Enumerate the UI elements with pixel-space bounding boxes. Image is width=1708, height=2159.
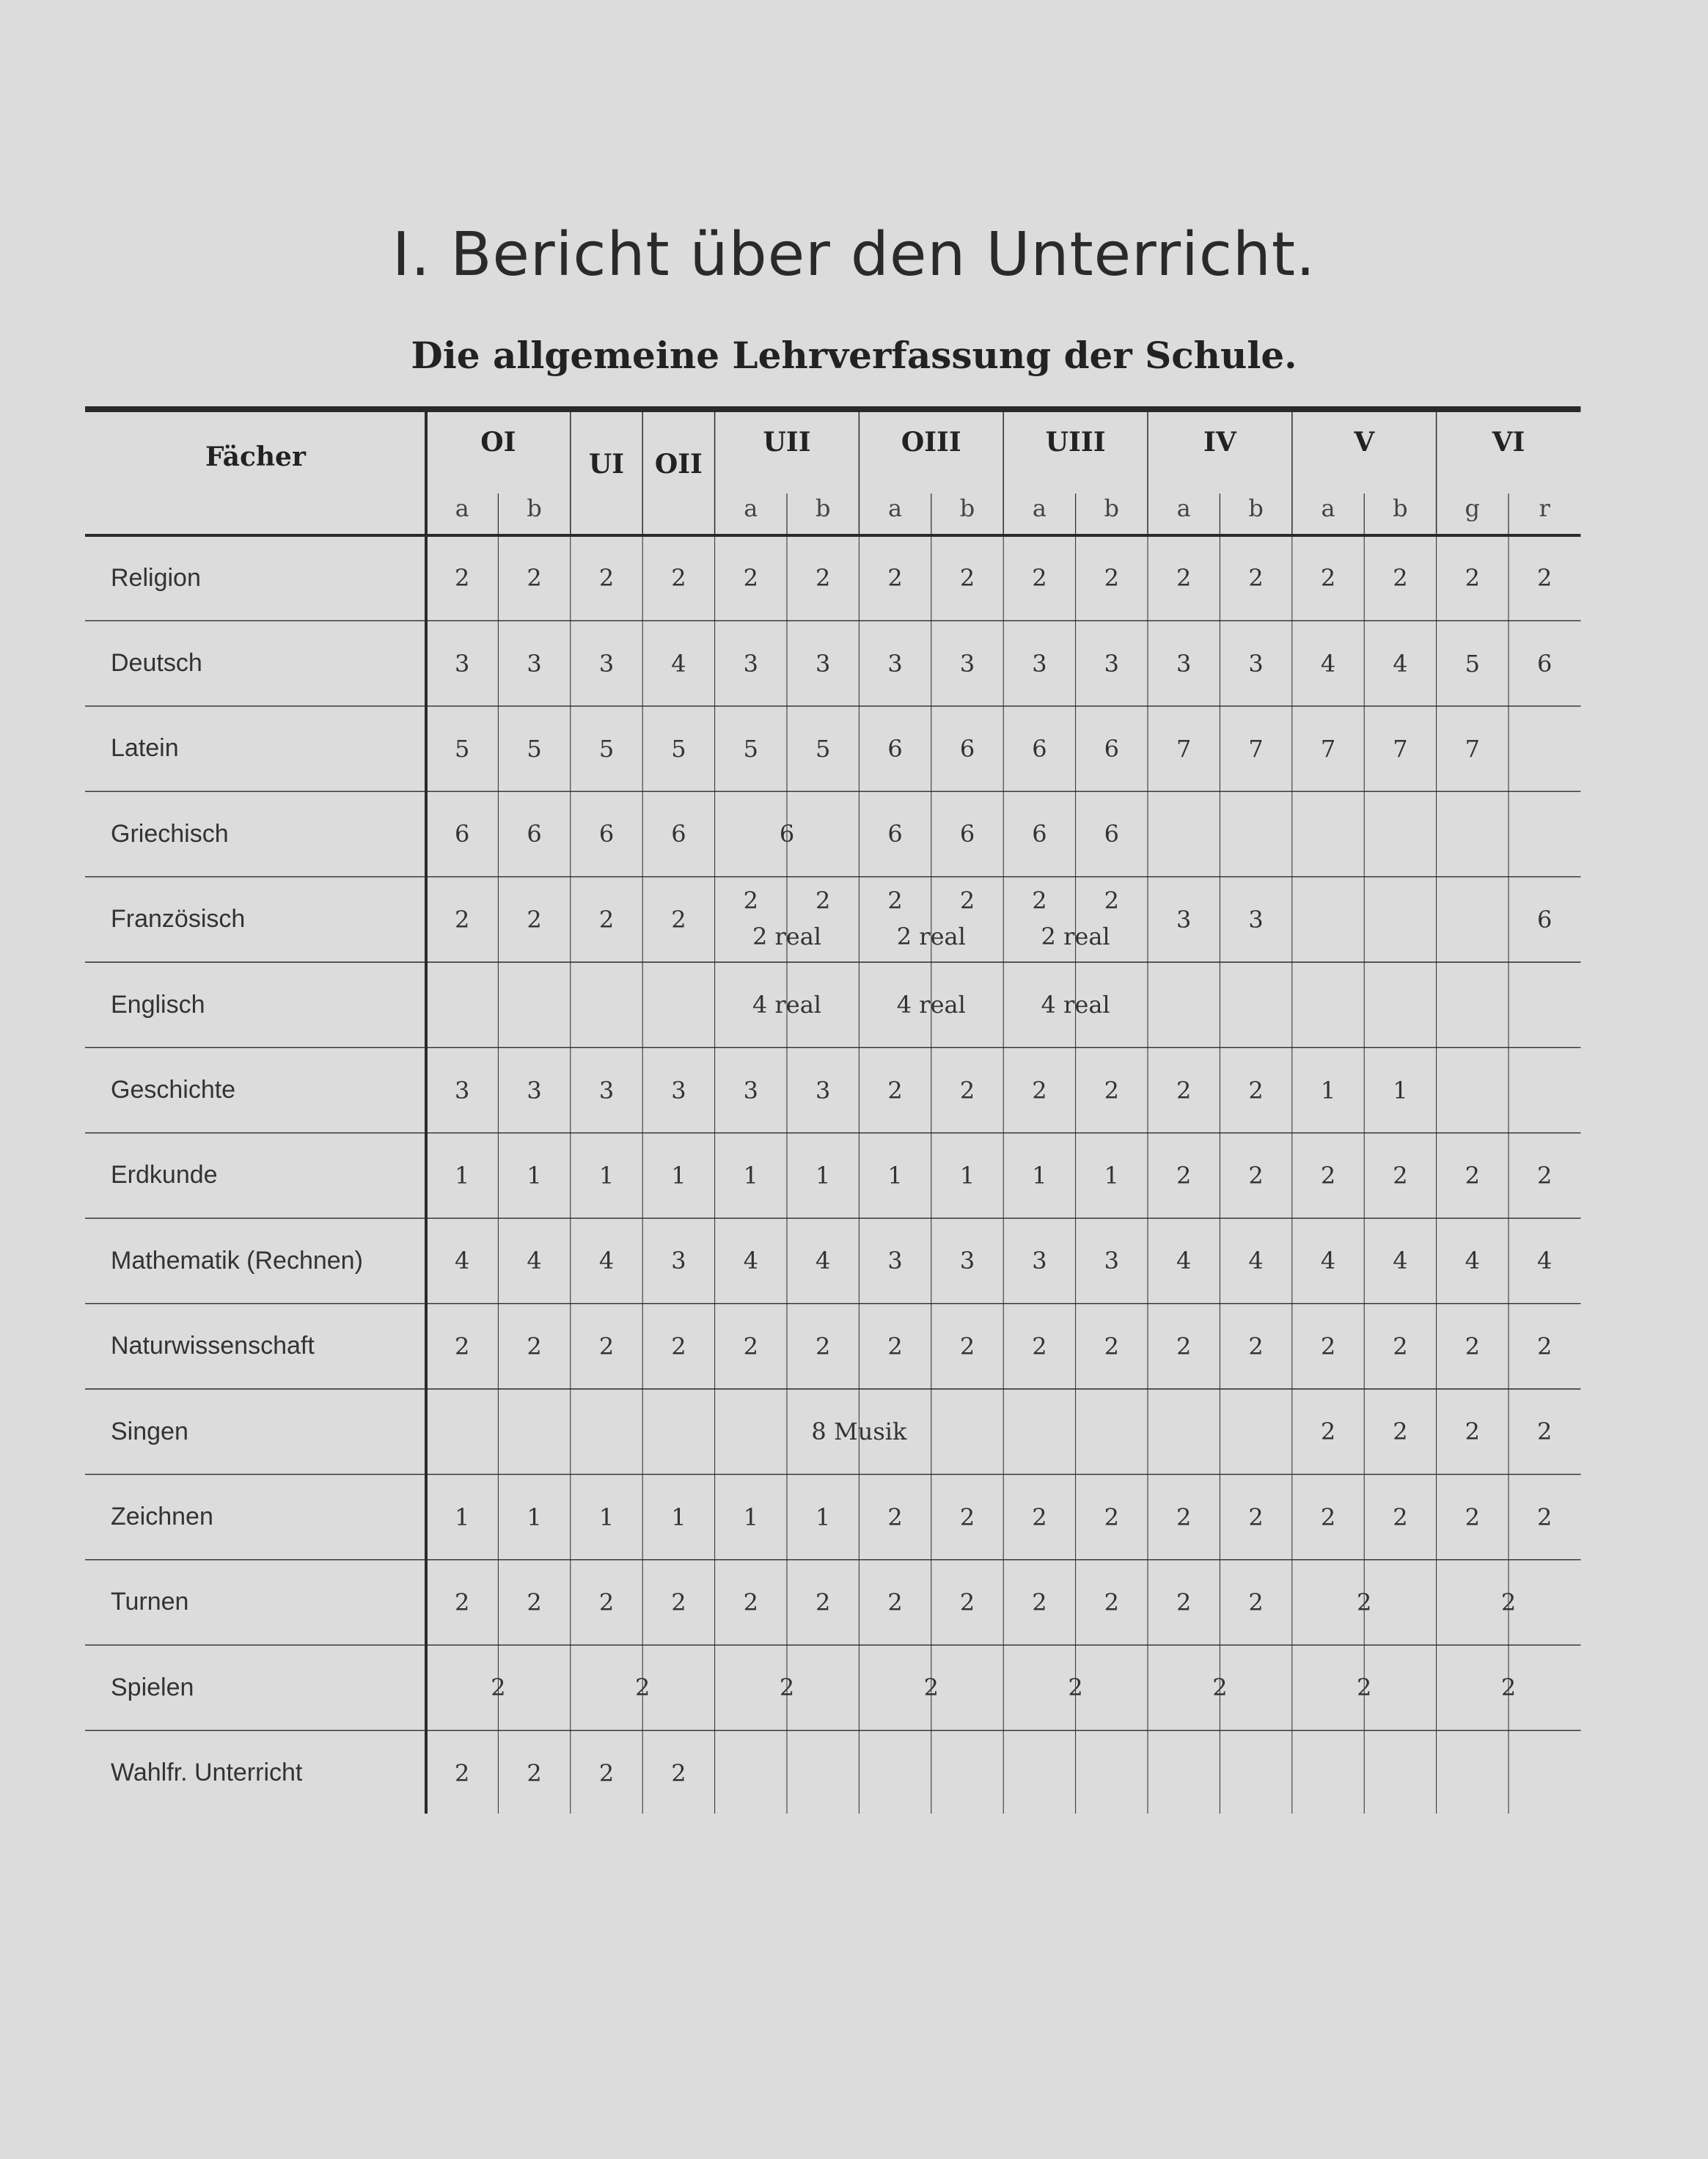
value-cell: 2 (598, 905, 615, 934)
value-cell: 2 (1176, 564, 1192, 593)
value-cell: 2 (1104, 1076, 1119, 1104)
value-cell: 7 (1248, 734, 1264, 763)
value-cell: 2 (455, 1588, 470, 1616)
value-cell: 2 (1104, 564, 1119, 593)
value-cell: 6 (887, 820, 903, 848)
sub-header: b (815, 494, 831, 522)
value-cell: 2 (598, 564, 615, 593)
value-cell: 2 (1032, 1588, 1047, 1616)
value-cell: 2 (1537, 564, 1553, 593)
value-cell: 2 (1248, 1076, 1264, 1104)
subject-label: Mathematik (Rechnen) (111, 1246, 363, 1275)
value-cell: 2 (527, 564, 542, 593)
value-cell: 3 (743, 649, 758, 678)
value-cell: 2 (1465, 564, 1480, 593)
real-note: 2 real (896, 922, 966, 950)
value-cell: 2 (598, 1588, 615, 1616)
sub-header: a (1321, 494, 1335, 522)
subject-label: Wahlfr. Unterricht (111, 1759, 303, 1787)
value-cell: 2 (1320, 1332, 1336, 1360)
value-cell: 6 (1104, 734, 1119, 763)
value-cell: 6 (959, 734, 975, 763)
value-cell: 2 (1393, 1503, 1408, 1531)
subject-label: Zeichnen (111, 1503, 213, 1531)
group-header: UI (588, 449, 625, 480)
value-cell: 2 (1032, 1503, 1047, 1531)
value-cell: 6 (598, 820, 615, 848)
value-cell: 6 (887, 734, 903, 763)
page-title: I. Bericht über den Unterricht. (392, 220, 1316, 290)
value-cell: 1 (598, 1161, 615, 1190)
value-cell: 4 (527, 1247, 542, 1275)
value-cell: 3 (527, 649, 542, 678)
value-cell: 3 (598, 1076, 615, 1104)
value-cell: 8 Musik (811, 1418, 907, 1446)
value-cell: 6 (455, 820, 470, 848)
value-cell: 5 (527, 734, 542, 763)
value-cell: 2 (815, 1332, 831, 1360)
value-cell: 3 (455, 1076, 470, 1104)
value-cell: 3 (598, 649, 615, 678)
value-cell: 2 (527, 1759, 542, 1787)
value-cell: 4 (1393, 649, 1408, 678)
value-cell: 2 (1176, 1076, 1192, 1104)
value-cell: 1 (1104, 1161, 1119, 1190)
value-cell: 1 (671, 1503, 686, 1531)
subject-label: Griechisch (111, 819, 229, 848)
value-cell: 2 (1104, 886, 1119, 914)
value-cell: 2 (959, 1588, 975, 1616)
value-cell: 2 (1248, 1332, 1264, 1360)
value-cell: 2 (1032, 564, 1047, 593)
sub-header: b (959, 494, 975, 522)
value-cell: 4 (455, 1247, 470, 1275)
value-cell: 2 (1320, 1418, 1336, 1446)
value-cell: 3 (1176, 905, 1192, 934)
subject-label: Latein (111, 734, 179, 763)
value-cell: 3 (815, 649, 831, 678)
value-cell: 4 (1176, 1247, 1192, 1275)
value-cell: 2 (815, 1588, 831, 1616)
value-cell: 3 (671, 1247, 686, 1275)
value-cell: 2 (743, 886, 758, 914)
value-cell: 2 (1320, 1503, 1336, 1531)
value-cell: 2 (1176, 1332, 1192, 1360)
sub-header: g (1465, 494, 1481, 522)
value-cell: 2 (455, 564, 470, 593)
value-cell: 6 (779, 820, 795, 848)
value-cell: 3 (815, 1076, 831, 1104)
value-cell: 3 (1104, 649, 1119, 678)
sub-header: a (744, 494, 758, 522)
sub-header: a (455, 494, 469, 522)
value-cell: 6 (1537, 649, 1553, 678)
value-cell: 2 (1537, 1332, 1553, 1360)
value-cell: 4 (1320, 649, 1336, 678)
value-cell: 3 (1104, 1247, 1119, 1275)
subject-label: Naturwissenschaft (111, 1332, 315, 1360)
value-cell: 2 (1104, 1503, 1119, 1531)
value-cell: 3 (671, 1076, 686, 1104)
value-cell: 2 (779, 1674, 795, 1702)
value-cell: 2 (887, 1076, 903, 1104)
value-cell: 3 (1176, 649, 1192, 678)
group-header: VI (1492, 427, 1525, 458)
value-cell: 2 (959, 564, 975, 593)
value-cell: 6 (1104, 820, 1119, 848)
value-cell: 1 (815, 1161, 831, 1190)
value-cell: 2 (1465, 1332, 1480, 1360)
subject-label: Singen (111, 1417, 188, 1445)
value-cell: 1 (1320, 1076, 1336, 1104)
value-cell: 2 (1537, 1503, 1553, 1531)
value-cell: 2 (923, 1674, 939, 1702)
sub-header: b (1393, 494, 1408, 522)
value-cell: 2 (1537, 1161, 1553, 1190)
value-cell: 4 (1393, 1247, 1408, 1275)
value-cell: 4 (1465, 1247, 1480, 1275)
value-cell: 2 (1032, 1332, 1047, 1360)
value-cell: 2 (1068, 1674, 1083, 1702)
subject-label: Englisch (111, 990, 205, 1019)
value-cell: 5 (671, 734, 686, 763)
value-cell: 1 (527, 1161, 542, 1190)
value-cell: 2 (1500, 1588, 1517, 1616)
value-cell: 6 (527, 820, 542, 848)
value-cell: 4 real (1041, 991, 1110, 1019)
value-cell: 2 (1104, 1332, 1119, 1360)
value-cell: 5 (598, 734, 615, 763)
subject-label: Deutsch (111, 649, 202, 678)
value-cell: 2 (887, 1503, 903, 1531)
value-cell: 2 (455, 905, 470, 934)
value-cell: 2 (491, 1674, 506, 1702)
subject-label: Französisch (111, 905, 246, 934)
value-cell: 5 (1465, 649, 1480, 678)
value-cell: 2 (1393, 1332, 1408, 1360)
value-cell: 3 (1032, 1247, 1047, 1275)
value-cell: 6 (1032, 820, 1047, 848)
value-cell: 2 (1537, 1418, 1553, 1446)
value-cell: 4 (671, 649, 686, 678)
value-cell: 2 (743, 1588, 758, 1616)
lesson-plan-table (85, 398, 1581, 1814)
group-header: V (1354, 427, 1375, 458)
value-cell: 5 (815, 734, 831, 763)
value-cell: 5 (455, 734, 470, 763)
value-cell: 2 (1357, 1674, 1372, 1702)
value-cell: 3 (743, 1076, 758, 1104)
value-cell: 2 (1248, 1161, 1264, 1190)
value-cell: 2 (815, 886, 831, 914)
value-cell: 2 (887, 1332, 903, 1360)
value-cell: 7 (1176, 734, 1192, 763)
value-cell: 1 (743, 1161, 758, 1190)
subject-label: Geschichte (111, 1076, 236, 1104)
group-header: IV (1203, 427, 1236, 458)
value-cell: 2 (1393, 1161, 1408, 1190)
value-cell: 2 (1032, 886, 1047, 914)
value-cell: 2 (527, 1588, 542, 1616)
sub-header: b (527, 494, 542, 522)
value-cell: 2 (598, 1759, 615, 1787)
value-cell: 2 (1032, 1076, 1047, 1104)
sub-header: a (1176, 494, 1191, 522)
value-cell: 3 (1248, 649, 1264, 678)
value-cell: 2 (887, 1588, 903, 1616)
value-cell: 4 real (896, 991, 966, 1019)
value-cell: 2 (743, 564, 758, 593)
value-cell: 2 (1465, 1418, 1480, 1446)
value-cell: 2 (1320, 1161, 1336, 1190)
value-cell: 1 (527, 1503, 542, 1531)
real-note: 2 real (752, 922, 822, 950)
value-cell: 3 (527, 1076, 542, 1104)
value-cell: 2 (1465, 1161, 1480, 1190)
value-cell: 2 (1248, 1588, 1264, 1616)
value-cell: 3 (959, 1247, 975, 1275)
page-subtitle: Die allgemeine Lehrverfassung der Schule. (411, 334, 1297, 377)
value-cell: 2 (959, 886, 975, 914)
value-cell: 1 (815, 1503, 831, 1531)
value-cell: 4 (815, 1247, 831, 1275)
value-cell: 1 (671, 1161, 686, 1190)
value-cell: 2 (1176, 1503, 1192, 1531)
subject-label: Erdkunde (111, 1161, 218, 1190)
group-header: UII (763, 427, 811, 458)
value-cell: 1 (887, 1161, 903, 1190)
value-cell: 2 (1104, 1588, 1119, 1616)
value-cell: 3 (887, 649, 903, 678)
value-cell: 2 (1500, 1674, 1517, 1702)
value-cell: 3 (455, 649, 470, 678)
value-cell: 3 (959, 649, 975, 678)
real-note: 2 real (1041, 922, 1110, 950)
sub-header: a (1032, 494, 1047, 522)
value-cell: 7 (1393, 734, 1408, 763)
value-cell: 4 (598, 1247, 615, 1275)
value-cell: 2 (1393, 564, 1408, 593)
value-cell: 4 (1248, 1247, 1264, 1275)
sub-header: b (1248, 494, 1264, 522)
value-cell: 2 (635, 1674, 650, 1702)
value-cell: 4 (1537, 1247, 1553, 1275)
subject-label: Turnen (111, 1588, 189, 1616)
value-cell: 6 (959, 820, 975, 848)
value-cell: 1 (455, 1161, 470, 1190)
value-cell: 4 (1320, 1247, 1336, 1275)
value-cell: 2 (671, 1759, 686, 1787)
value-cell: 6 (1032, 734, 1047, 763)
value-cell: 2 (455, 1332, 470, 1360)
value-cell: 2 (959, 1076, 975, 1104)
corner-label: Fächer (205, 441, 306, 472)
value-cell: 3 (887, 1247, 903, 1275)
value-cell: 2 (959, 1332, 975, 1360)
group-header: UIII (1045, 427, 1106, 458)
value-cell: 7 (1465, 734, 1480, 763)
value-cell: 1 (959, 1161, 975, 1190)
group-header: OI (480, 427, 516, 458)
value-cell: 2 (1212, 1674, 1228, 1702)
value-cell: 2 (455, 1759, 470, 1787)
value-cell: 2 (1393, 1418, 1408, 1446)
value-cell: 2 (815, 564, 831, 593)
value-cell: 1 (455, 1503, 470, 1531)
value-cell: 2 (1320, 564, 1336, 593)
sub-header: r (1539, 494, 1550, 522)
value-cell: 6 (1537, 905, 1553, 934)
value-cell: 2 (1248, 564, 1264, 593)
value-cell: 2 (527, 1332, 542, 1360)
value-cell: 2 (887, 564, 903, 593)
group-header: OIII (901, 427, 961, 458)
value-cell: 2 (743, 1332, 758, 1360)
sub-header: a (888, 494, 903, 522)
value-cell: 3 (1248, 905, 1264, 934)
value-cell: 2 (887, 886, 903, 914)
value-cell: 3 (1032, 649, 1047, 678)
value-cell: 2 (1176, 1588, 1192, 1616)
value-cell: 2 (671, 564, 686, 593)
value-cell: 4 (743, 1247, 758, 1275)
value-cell: 2 (1357, 1588, 1372, 1616)
value-cell: 1 (598, 1503, 615, 1531)
value-cell: 2 (598, 1332, 615, 1360)
group-header: OII (654, 449, 703, 480)
value-cell: 2 (1248, 1503, 1264, 1531)
value-cell: 2 (671, 1588, 686, 1616)
value-cell: 6 (671, 820, 686, 848)
value-cell: 2 (1465, 1503, 1480, 1531)
value-cell: 2 (527, 905, 542, 934)
sub-header: b (1104, 494, 1120, 522)
value-cell: 2 (671, 905, 686, 934)
subject-label: Religion (111, 563, 201, 592)
value-cell: 2 (1176, 1161, 1192, 1190)
value-cell: 1 (743, 1503, 758, 1531)
value-cell: 4 real (752, 991, 822, 1019)
subject-label: Spielen (111, 1673, 194, 1701)
value-cell: 1 (1393, 1076, 1408, 1104)
value-cell: 7 (1320, 734, 1336, 763)
value-cell: 2 (959, 1503, 975, 1531)
value-cell: 2 (671, 1332, 686, 1360)
value-cell: 5 (743, 734, 758, 763)
value-cell: 1 (1032, 1161, 1047, 1190)
